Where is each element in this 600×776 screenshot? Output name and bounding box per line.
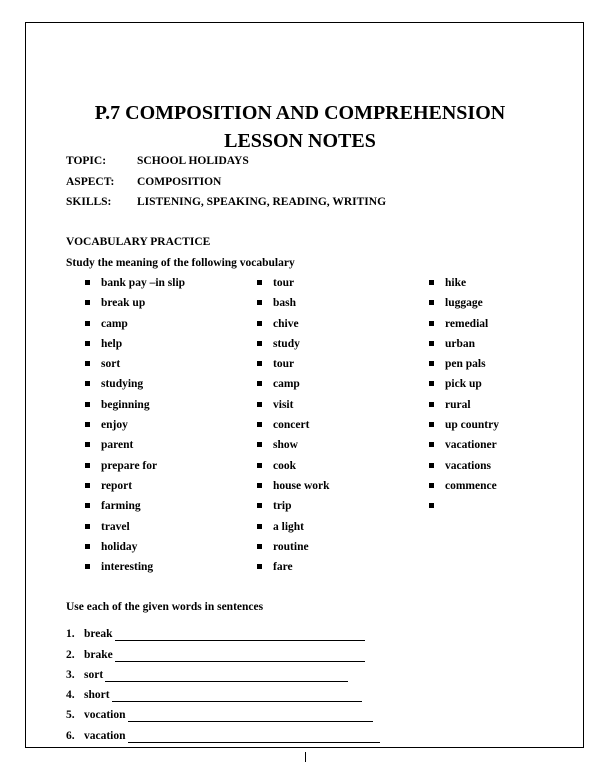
vocab-word: pen pals [445, 358, 486, 371]
exercise-item [66, 682, 380, 702]
vocab-word: parent [101, 439, 134, 452]
vocabulary-instruction: Study the meaning of the following vocabulary [66, 257, 295, 269]
vocab-word: report [101, 479, 133, 492]
vocab-word: interesting [101, 561, 154, 574]
vocab-word: commence [445, 479, 497, 492]
exercise-number: 4. [66, 689, 75, 702]
vocab-item [429, 357, 499, 377]
vocab-item [257, 276, 330, 296]
vocab-word: beginning [101, 398, 150, 411]
vocab-word: tour [273, 358, 295, 371]
bullet-icon [85, 300, 90, 305]
vocab-item [85, 357, 185, 377]
vocab-item [257, 499, 330, 519]
vocab-word: rural [445, 398, 471, 411]
bullet-icon [257, 483, 262, 488]
bullet-icon [85, 564, 90, 569]
vocab-item [85, 317, 185, 337]
exercise-item [66, 722, 380, 742]
vocab-column-1 [85, 276, 185, 580]
vocab-word: fare [273, 561, 293, 574]
vocab-item [257, 337, 330, 357]
exercise-word: short [84, 689, 110, 702]
bullet-icon [257, 524, 262, 529]
vocab-item [85, 337, 185, 357]
answer-line[interactable] [128, 710, 373, 722]
meta-value: LISTENING, SPEAKING, READING, WRITING [137, 196, 387, 208]
bullet-icon [257, 503, 262, 508]
vocab-item [257, 418, 330, 438]
vocab-item [85, 459, 185, 479]
vocab-word: up country [445, 419, 499, 432]
vocab-word: urban [445, 337, 476, 350]
vocab-item [429, 479, 499, 499]
answer-line[interactable] [112, 690, 362, 702]
vocab-item [429, 459, 499, 479]
vocab-word: prepare for [101, 459, 158, 472]
bullet-icon [85, 544, 90, 549]
meta-topic [66, 154, 249, 168]
vocab-item [85, 377, 185, 397]
vocab-item [85, 540, 185, 560]
vocab-word: house work [273, 479, 330, 492]
vocab-item [429, 337, 499, 357]
bullet-icon [429, 402, 434, 407]
title-line-2: LESSON NOTES [224, 130, 376, 152]
vocab-item [429, 317, 499, 337]
vocab-word: studying [101, 378, 144, 391]
bullet-icon [85, 361, 90, 366]
vocab-item [257, 540, 330, 560]
vocab-item [429, 296, 499, 316]
vocab-word: show [273, 439, 298, 452]
exercise-word: sort [84, 668, 104, 681]
vocab-word: routine [273, 540, 309, 553]
vocab-item [257, 398, 330, 418]
vocabulary-heading: VOCABULARY PRACTICE [66, 236, 211, 248]
bullet-icon [85, 402, 90, 407]
answer-line[interactable] [115, 629, 365, 641]
bullet-icon [429, 503, 434, 508]
bullet-icon [85, 483, 90, 488]
meta-key: SKILLS: [66, 196, 112, 208]
bullet-icon [257, 463, 262, 468]
bullet-icon [85, 341, 90, 346]
answer-line[interactable] [115, 650, 365, 662]
vocab-item [85, 438, 185, 458]
vocab-item [429, 398, 499, 418]
bullet-icon [85, 280, 90, 285]
bullet-icon [429, 422, 434, 427]
vocab-item [429, 377, 499, 397]
vocab-item [257, 377, 330, 397]
vocab-item [85, 276, 185, 296]
exercise-word: break [84, 628, 113, 641]
bullet-icon [257, 321, 262, 326]
vocab-word: luggage [445, 297, 483, 310]
exercise-number: 3. [66, 668, 75, 681]
vocab-word: cook [273, 459, 296, 472]
bullet-icon [85, 524, 90, 529]
title-line-1: P.7 COMPOSITION AND COMPREHENSION [94, 102, 506, 124]
exercise-item [66, 641, 380, 661]
exercise-word: brake [84, 648, 113, 661]
vocab-word: bank pay –in slip [101, 277, 186, 289]
vocab-item [85, 499, 185, 519]
vocab-word: vacationer [445, 439, 497, 452]
vocab-item [85, 398, 185, 418]
answer-line[interactable] [128, 731, 380, 743]
exercise-word: vacation [84, 729, 126, 742]
vocab-word: enjoy [101, 419, 128, 432]
vocab-item [257, 479, 330, 499]
vocab-word: farming [101, 500, 141, 513]
meta-value: COMPOSITION [137, 176, 222, 188]
vocab-word: vacations [445, 459, 491, 472]
vocab-item [429, 418, 499, 438]
bullet-icon [257, 341, 262, 346]
vocab-word: hike [445, 277, 467, 289]
vocab-item [429, 438, 499, 458]
bullet-icon [429, 483, 434, 488]
meta-key: TOPIC: [66, 155, 107, 167]
exercise-item [66, 702, 380, 722]
bullet-icon [257, 544, 262, 549]
vocab-item [85, 560, 185, 580]
vocab-word: bash [273, 297, 297, 310]
bullet-icon [429, 300, 434, 305]
bullet-icon [257, 361, 262, 366]
vocab-word: pick up [445, 378, 482, 391]
vocab-word: camp [273, 378, 300, 391]
page-number-mark [305, 752, 306, 762]
bullet-icon [85, 321, 90, 326]
exercise-instruction: Use each of the given words in sentences [66, 601, 264, 613]
vocab-item [257, 560, 330, 580]
bullet-icon [429, 442, 434, 447]
exercise-number: 1. [66, 628, 75, 641]
exercise-list [66, 621, 380, 743]
vocab-word: trip [273, 500, 292, 513]
vocab-item [257, 296, 330, 316]
vocab-item [85, 520, 185, 540]
bullet-icon [257, 564, 262, 569]
bullet-icon [85, 442, 90, 447]
vocab-word: camp [101, 317, 128, 330]
vocab-column-3 [429, 276, 499, 520]
vocab-item [85, 479, 185, 499]
bullet-icon [257, 422, 262, 427]
vocab-item [257, 357, 330, 377]
bullet-icon [85, 381, 90, 386]
bullet-icon [429, 463, 434, 468]
exercise-word: vocation [84, 709, 126, 722]
vocab-item [257, 438, 330, 458]
bullet-icon [85, 463, 90, 468]
meta-skills [66, 195, 386, 209]
vocab-item [429, 499, 499, 519]
vocab-word: remedial [445, 317, 489, 330]
vocab-word: holiday [101, 540, 138, 553]
vocab-word: travel [101, 520, 130, 533]
exercise-item [66, 662, 380, 682]
vocab-word: visit [273, 398, 294, 411]
bullet-icon [257, 381, 262, 386]
bullet-icon [257, 402, 262, 407]
meta-value: SCHOOL HOLIDAYS [137, 155, 249, 167]
answer-line[interactable] [105, 670, 348, 682]
exercise-number: 2. [66, 648, 75, 661]
vocab-word: tour [273, 277, 295, 289]
bullet-icon [429, 321, 434, 326]
vocab-word: a light [273, 520, 304, 533]
bullet-icon [257, 300, 262, 305]
vocab-item [257, 520, 330, 540]
vocab-word: break up [101, 297, 146, 310]
vocab-word: concert [273, 419, 310, 432]
bullet-icon [429, 381, 434, 386]
meta-key: ASPECT: [66, 176, 115, 188]
exercise-item [66, 621, 380, 641]
vocab-word: help [101, 337, 123, 350]
vocab-item [257, 459, 330, 479]
vocab-item [85, 296, 185, 316]
vocab-item [429, 276, 499, 296]
meta-aspect [66, 175, 221, 189]
bullet-icon [257, 280, 262, 285]
vocab-column-2 [257, 276, 330, 580]
bullet-icon [257, 442, 262, 447]
bullet-icon [85, 503, 90, 508]
vocab-word: sort [101, 358, 121, 371]
bullet-icon [429, 361, 434, 366]
exercise-number: 6. [66, 729, 75, 742]
bullet-icon [85, 422, 90, 427]
bullet-icon [429, 341, 434, 346]
vocab-item [85, 418, 185, 438]
vocab-item [257, 317, 330, 337]
vocab-word: chive [273, 317, 299, 330]
bullet-icon [429, 280, 434, 285]
exercise-number: 5. [66, 709, 75, 722]
vocab-word: study [273, 337, 300, 350]
